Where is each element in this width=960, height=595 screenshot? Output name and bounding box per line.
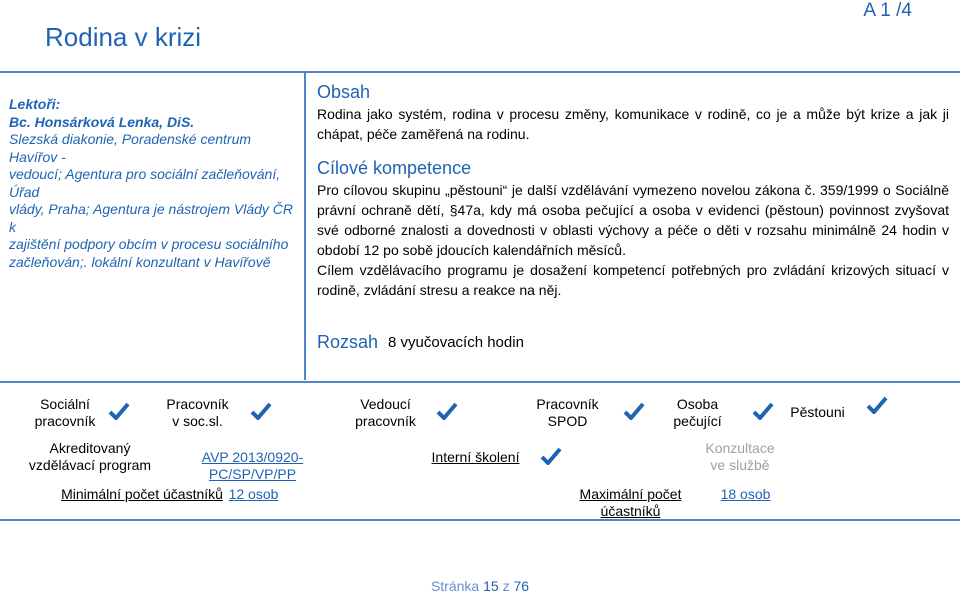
check-icon: [436, 402, 458, 420]
target-socialni-pracovnik: [30, 396, 100, 430]
lecturer-org-1: Slezská diakonie, Poradenské centrum Havířov -: [9, 131, 252, 165]
konzultace-line: ve službě: [710, 457, 770, 473]
lecturer-org-3: vlády, Praha; Agentura je nástrojem Vlády ČR k: [9, 201, 294, 235]
max-participants-label: Maximální počet účastníků: [579, 486, 682, 519]
accreditation-value: AVP 2013/0920-PC/SP/VP/PP: [201, 449, 304, 482]
accreditation-label: [25, 440, 155, 474]
lecturer-name: Bc. Honsárková Lenka, DiS.: [9, 113, 195, 130]
accreditation-label-line: vzdělávací program: [28, 457, 152, 473]
target-line: SPOD: [547, 413, 588, 429]
column-divider: [304, 72, 306, 380]
page-title: Rodina v krizi: [45, 22, 202, 52]
kompetence-text-1: Pro cílovou skupinu „pěstouni“ je další vzdělávání vymezeno novelou zákona č. 359/1999 o Sociálně právní ochraně dětí, §47a, kdy má osoba pečující a osoba v evidenci (pěstoun) povinnost zvyšovat své odborné znalosti a dovednosti v oblasti výchovy a péče o děti v rozsahu minimálně 24 hodin v období 12 po sobě jdoucích kalendářních měsíců.: [317, 182, 949, 258]
check-icon: [540, 447, 562, 465]
content-block: [317, 82, 949, 300]
konzultace: [700, 440, 780, 474]
internal-training: Interní školení: [431, 449, 520, 465]
lecturers-block: [9, 96, 299, 271]
target-line: Pěstouni: [790, 404, 845, 420]
top-divider: [0, 71, 960, 73]
target-line: pečující: [673, 413, 722, 429]
check-icon: [108, 402, 130, 420]
obsah-heading: Obsah: [317, 82, 371, 102]
obsah-text: Rodina jako systém, rodina v procesu změny, komunikace v rodině, co je a může být krize a jak ji chápat, péče zaměřená na rodinu.: [317, 106, 949, 142]
footer-sep: z: [502, 578, 510, 594]
target-line: Sociální: [40, 396, 90, 412]
target-line: pracovník: [355, 413, 416, 429]
min-participants-value: 12 osob: [228, 486, 279, 502]
max-participants-value: 18 osob: [720, 486, 771, 502]
page-footer: [0, 578, 960, 594]
target-line: v soc.sl.: [172, 413, 223, 429]
target-line: Pracovník: [536, 396, 599, 412]
kompetence-text-2: Cílem vzdělávacího programu je dosažení kompetencí potřebných pro zvládání krizových situací v rodině, zvládání stresu a reakce na něj.: [317, 262, 949, 298]
accreditation-label-line: Akreditovaný: [49, 440, 131, 456]
target-line: Vedoucí: [360, 396, 411, 412]
footer-total: 76: [513, 578, 530, 594]
target-line: Pracovník: [166, 396, 229, 412]
lecturers-label: Lektoři:: [9, 96, 61, 112]
course-code: A 1 /4: [863, 0, 912, 21]
kompetence-heading: Cílové kompetence: [317, 158, 472, 178]
check-icon: [623, 402, 645, 420]
footer-prefix: Stránka: [430, 578, 480, 594]
check-icon: [866, 396, 888, 414]
rozsah-label: Rozsah: [317, 332, 379, 352]
konzultace-line: Konzultace: [705, 440, 775, 456]
check-icon: [752, 402, 774, 420]
target-vedouci-pracovnik: [348, 396, 423, 430]
lecturer-org-2: vedoucí; Agentura pro sociální začleňování, Úřad: [9, 166, 281, 200]
target-pracovnik-spod: [530, 396, 605, 430]
rozsah-value: 8 vyučovacích hodin: [388, 334, 524, 351]
target-line: pracovník: [34, 413, 96, 429]
lecturer-org-4: zajištění podpory obcím v procesu sociálního: [9, 236, 289, 252]
check-icon: [250, 402, 272, 420]
min-participants-label: Minimální počet účastníků: [61, 486, 223, 502]
target-osoba-pecujici: [660, 396, 735, 430]
target-pestouni: [785, 404, 850, 421]
footer-page: 15: [483, 578, 499, 594]
target-line: Osoba: [676, 396, 719, 412]
lecturer-org-5: začleňován;. lokální konzultant v Havířově: [9, 253, 271, 270]
target-pracovnik-soc-sl: [160, 396, 235, 430]
